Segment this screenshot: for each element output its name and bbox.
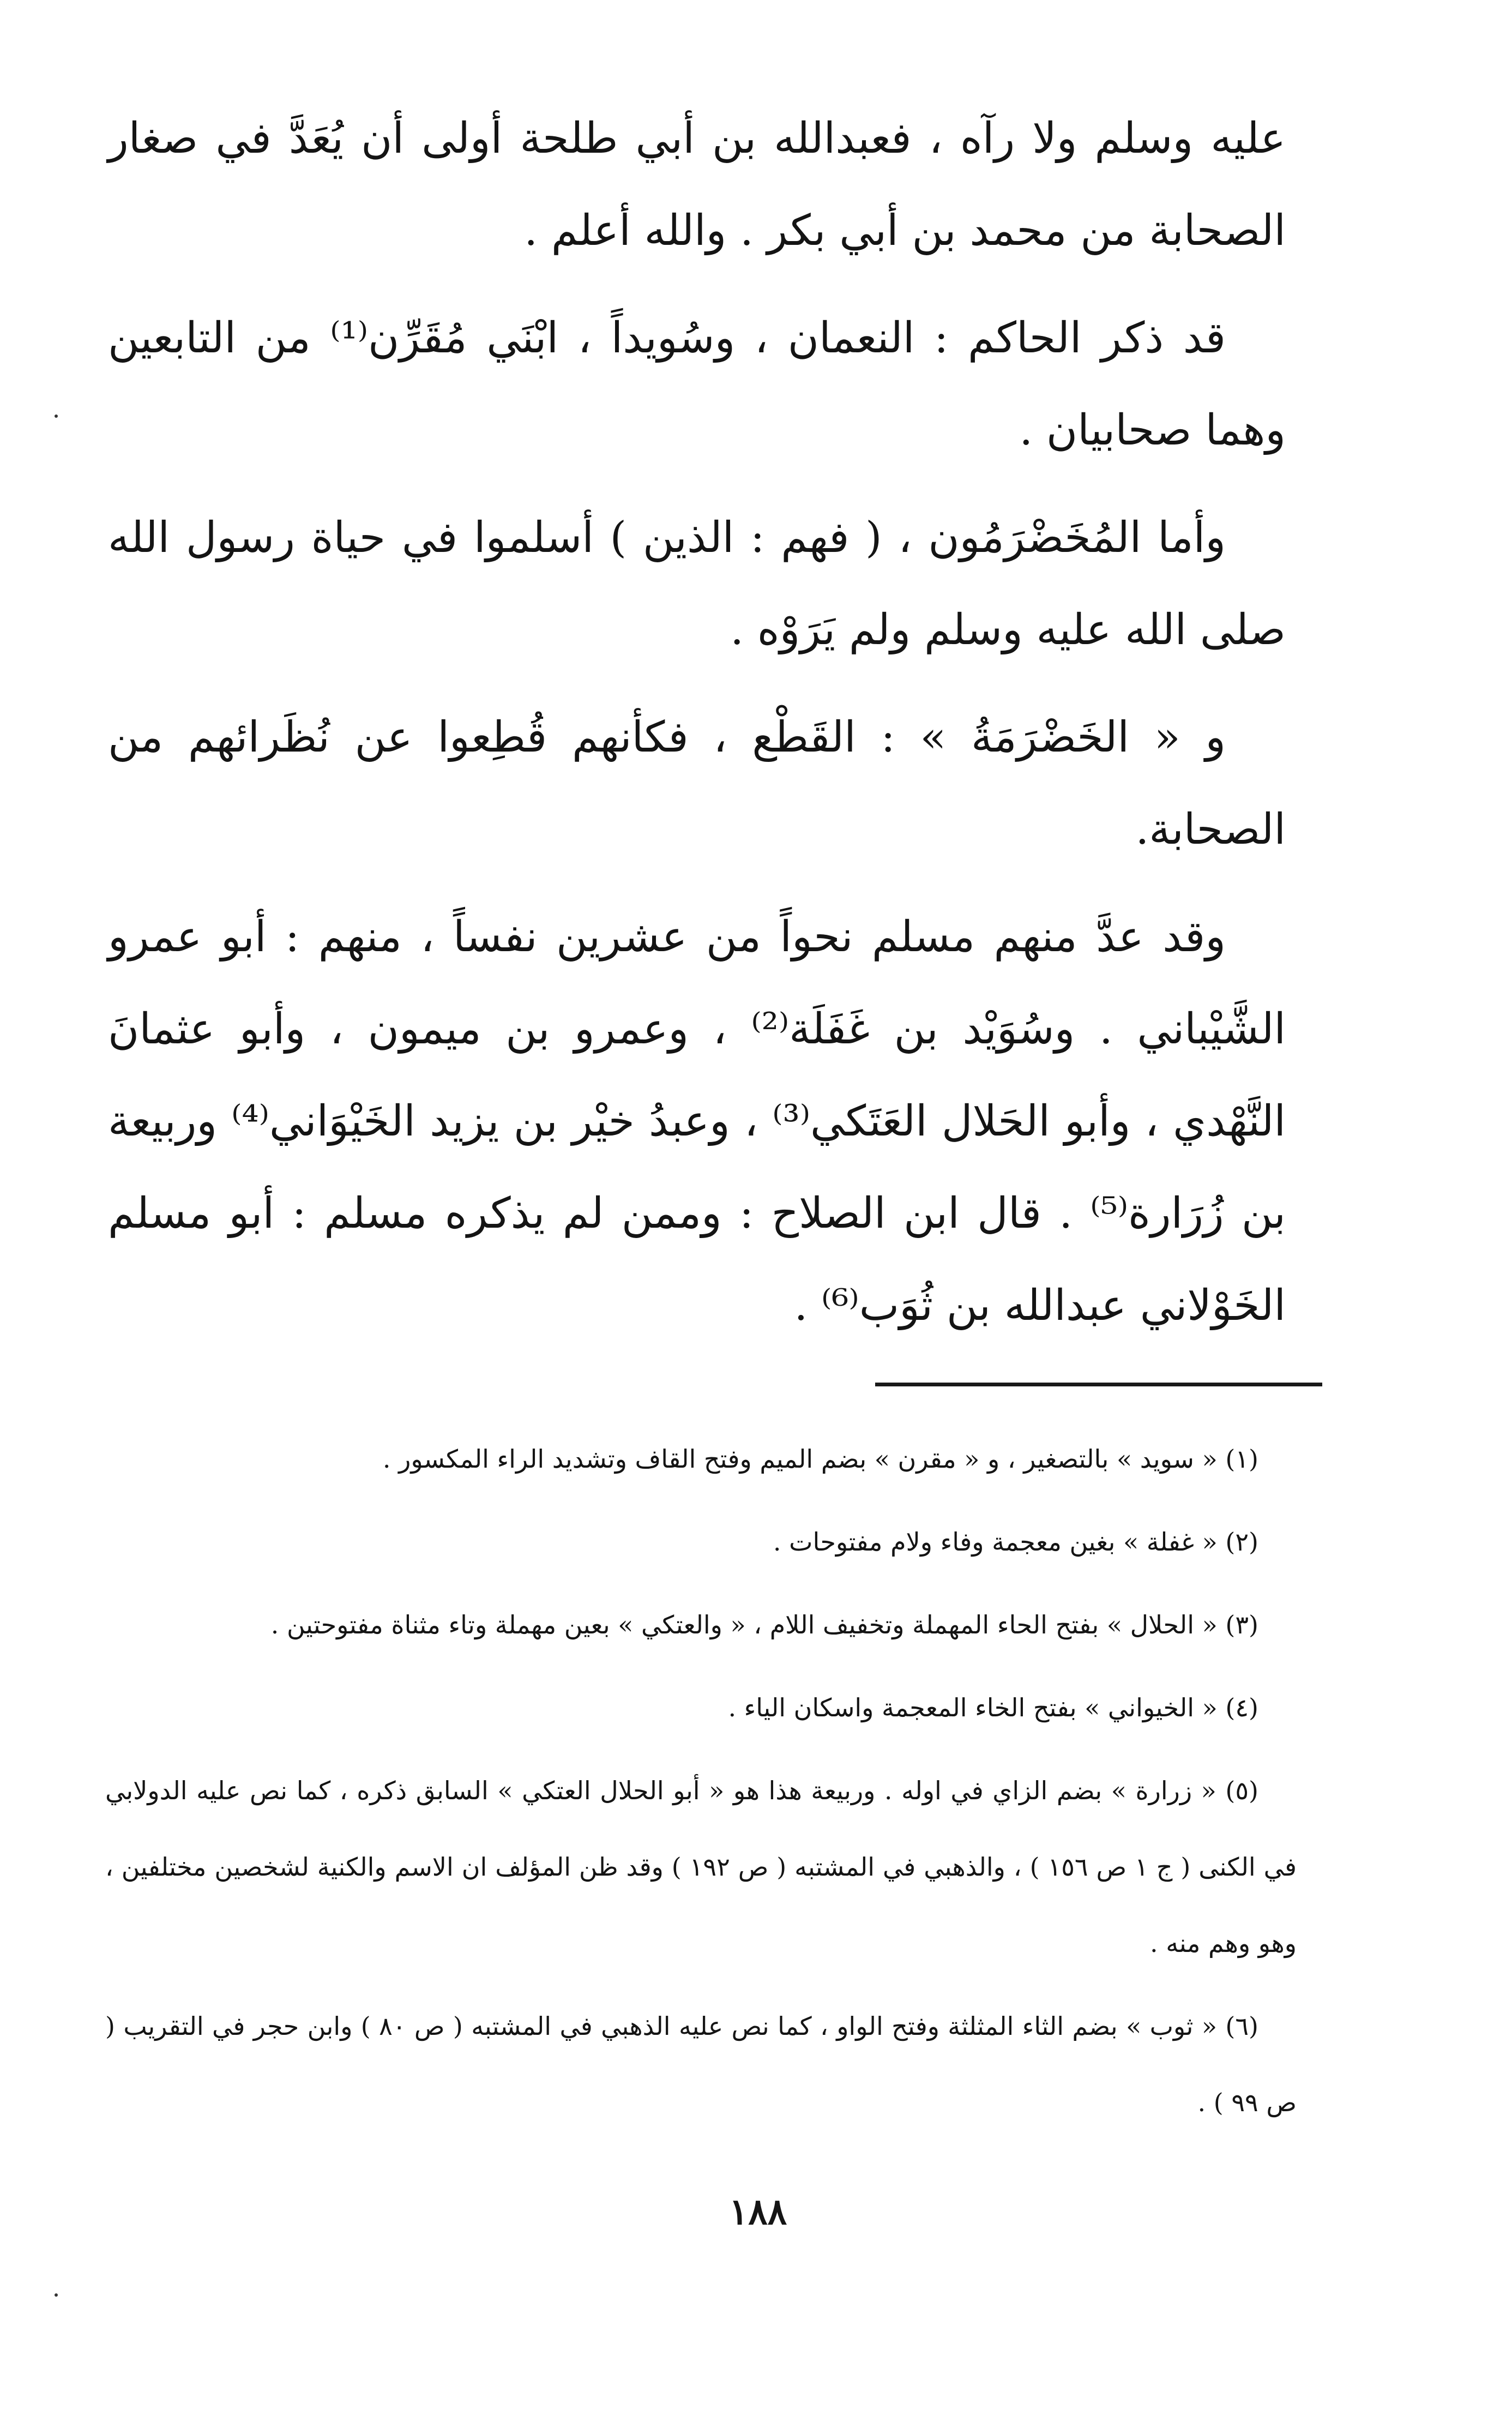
paragraph-1: عليه وسلم ولا رآه ، فعبدالله بن أبي طلحة أولى أن يُعَدَّ في صغار الصحابة من محمد بن أبي بكر . والله أعلم . bbox=[108, 114, 1286, 255]
paragraph-2: قد ذكر الحاكم : النعمان ، وسُويداً ، ابْنَي مُقَرِّن⁽¹⁾ من التابعين وهما صحابيان . bbox=[108, 314, 1286, 455]
scan-speck bbox=[55, 2293, 58, 2297]
scan-speck bbox=[55, 414, 58, 418]
footnote-4: (٤) « الخيواني » بفتح الخاء المعجمة واسكان الياء . bbox=[728, 1693, 1258, 1722]
footnote-separator bbox=[875, 1383, 1322, 1386]
footnote-5: (٥) « زرارة » بضم الزاي في اوله . وربيعة هذا هو « أبو الحلال العتكي » السابق ذكره ، كما نص عليه الدولابي في الكنى ( ج ١ ص ١٥٦ ) ، والذهبي في المشتبه ( ص ١٩٢ ) وقد ظن المؤلف ان الاسم والكنية لشخصين مختلفين ، وهو وهم منه . bbox=[105, 1776, 1297, 1958]
footnote-6: (٦) « ثوب » بضم الثاء المثلثة وفتح الواو ، كما نص عليه الذهبي في المشتبه ( ص ٨٠ ) وابن حجر في التقريب ( ص ٩٩ ) . bbox=[105, 2011, 1297, 2117]
footnote-1: (١) « سويد » بالتصغير ، و « مقرن » بضم الميم وفتح القاف وتشديد الراء المكسور . bbox=[382, 1444, 1258, 1474]
main-text bbox=[108, 93, 1286, 1367]
paragraph-5: وقد عدَّ منهم مسلم نحواً من عشرين نفساً ، منهم : أبو عمرو الشَّيْباني . وسُوَيْد بن غَفَلَة⁽²⁾ ، وعمرو بن ميمون ، وأبو عثمانَ النَّهْدي ، وأبو الحَلال العَتَكي⁽³⁾ ، وعبدُ خيْر بن يزيد الخَيْوَاني⁽⁴⁾ وربيعة بن زُرَارة⁽⁵⁾ . قال ابن الصلاح : وممن لم يذكره مسلم : أبو مسلم الخَوْلاني عبدالله بن ثُوَب⁽⁶⁾ . bbox=[108, 912, 1286, 1330]
paragraph-4: و « الخَضْرَمَةُ » : القَطْع ، فكأنهم قُطِعوا عن نُظَرائهم من الصحابة. bbox=[108, 713, 1286, 854]
paragraph-3: وأما المُخَضْرَمُون ، ( فهم : الذين ) أسلموا في حياة رسول الله صلى الله عليه وسلم ولم يَرَوْه . bbox=[108, 513, 1286, 654]
footnote-2: (٢) « غفلة » بغين معجمة وفاء ولام مفتوحات . bbox=[773, 1527, 1258, 1557]
page-number: ١٨٨ bbox=[728, 2190, 787, 2233]
footnote-3: (٣) « الحلال » بفتح الحاء المهملة وتخفيف اللام ، « والعتكي » بعين مهملة وتاء مثناة مفتوحتين . bbox=[270, 1610, 1258, 1639]
footnotes bbox=[105, 1421, 1297, 2147]
